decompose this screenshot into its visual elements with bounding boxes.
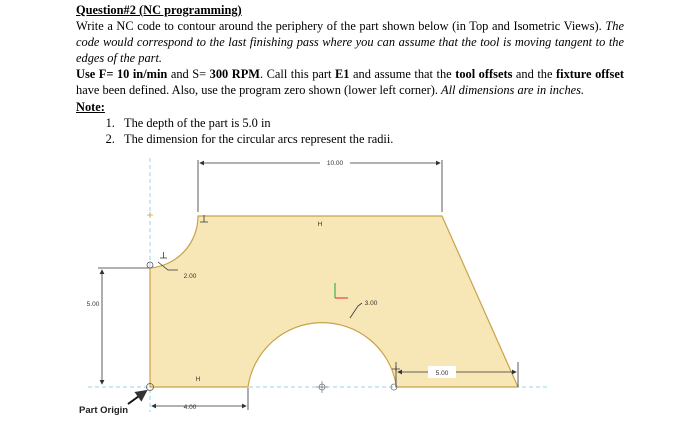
horizontal-mark-top: H [317, 221, 323, 228]
p2-and-the: and the [512, 67, 556, 81]
note-item: 2. The dimension for the circular arcs represent the radii. [118, 131, 624, 147]
horizontal-mark-bottom: H [195, 376, 201, 383]
note-item: 1. The depth of the part is 5.0 in [118, 115, 624, 131]
p2-units: All dimensions are in inches. [441, 83, 585, 97]
arc-center-cross [316, 381, 328, 393]
dim-bl-label: 4.00 [183, 404, 197, 411]
perpendicular-icon [160, 252, 167, 258]
p2-defined: have been defined. Also, use the program zero shown (lower left corner). [76, 83, 442, 97]
p2-use: Use F= [76, 67, 117, 81]
note-heading: Note: [76, 100, 105, 114]
dim-br-label: 5.00 [435, 370, 449, 377]
note-heading-text: Note [76, 100, 101, 114]
p2-speed: 300 RPM [209, 67, 260, 81]
p1-italic: The code would correspond to the last finishing pass where you can assume that the tool is moving tangent to the edges of the part. [76, 19, 624, 65]
dim-arc-radius-label: 3.00 [364, 300, 378, 307]
p1-sentence: Write a NC code to contour around the periphery of the part shown below (in Top and Isometric Views). [76, 19, 602, 33]
dim-height-label: 5.00 [86, 301, 100, 308]
p2-feed: 10 in/min [116, 67, 168, 81]
part-origin-label: Part Origin [79, 405, 129, 416]
p2-and-s: and S= [167, 67, 210, 81]
dim-width-label: 10.00 [326, 160, 344, 167]
question-title: Question#2 (NC programming) [76, 3, 242, 17]
arc-center-top-icon [147, 212, 153, 218]
origin-arrow-icon [128, 391, 146, 404]
p2-call: . Call this part [259, 67, 335, 81]
p2-part-name: E1 [335, 67, 350, 81]
p2-tool-offsets: tool offsets [455, 67, 513, 81]
p2-assume: and assume that the [349, 67, 456, 81]
p2-fixture-offset: fixture offset [556, 67, 624, 81]
part-profile [150, 216, 518, 387]
dim-top-radius-label: 2.00 [183, 273, 197, 280]
